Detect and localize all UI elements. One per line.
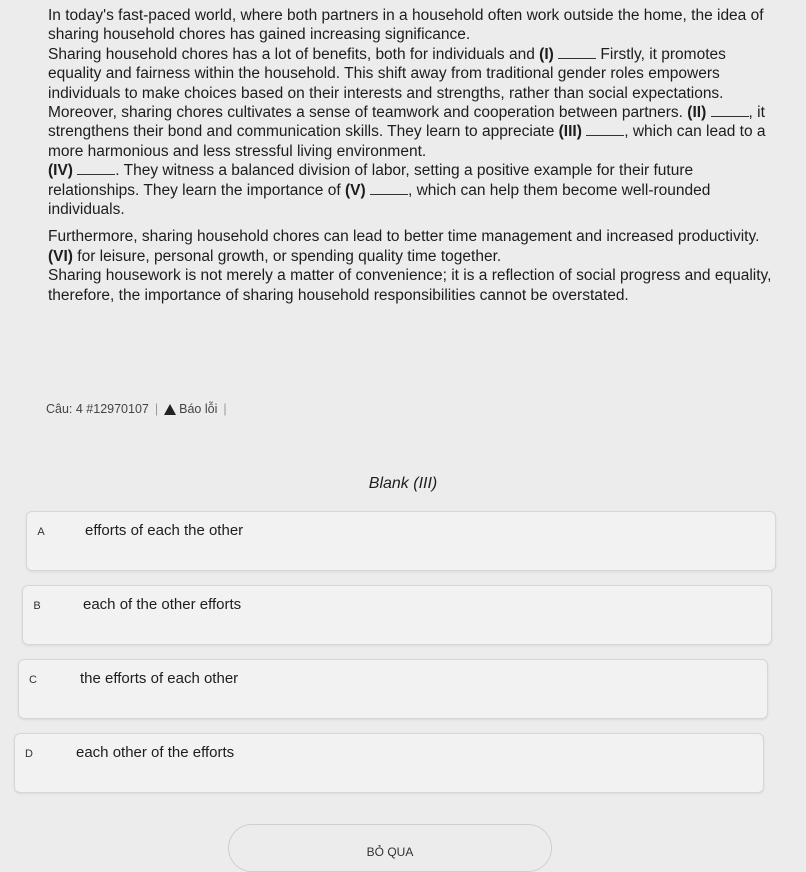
divider: |: [223, 402, 227, 416]
passage-text: Firstly, it promotes equality and fairness within the household. This shift away from traditional gender roles empowers individuals to make choices based on their interests and strengths, rather than social expectations. Moreover, sharing chores cultivates a sense of teamwork and cooperation between partners.: [48, 45, 726, 122]
blank-marker-v: (V): [344, 181, 366, 199]
option-text: each other of the efforts: [76, 744, 235, 761]
option-c[interactable]: [18, 659, 768, 719]
blank-line: [77, 162, 115, 175]
report-error-button[interactable]: [164, 402, 217, 416]
passage-text: , which can lead to a more harmonious and less stressful living environment.: [48, 123, 766, 160]
option-text: the efforts of each other: [80, 670, 239, 687]
blank-line: [558, 46, 596, 59]
question-title: Blank (III): [368, 475, 438, 492]
blank-marker-vi: (VI): [48, 247, 73, 265]
option-letter: C: [29, 674, 37, 686]
passage-text: . They witness a balanced division of labor, setting a positive example for their future relationships. They learn the importance of: [48, 162, 694, 199]
blank-line: [711, 104, 749, 117]
blank-marker-ii: (II): [687, 104, 707, 122]
passage-text: In today's fast-paced world, where both partners in a household often work outside the home, the idea of sharing household chores has gained increasing significance.: [48, 7, 764, 44]
question-meta: [46, 402, 227, 416]
passage-paragraph-1: [48, 6, 783, 161]
passage-paragraph-2: [48, 161, 783, 219]
option-d[interactable]: [14, 733, 764, 793]
passage-text: , it strengthens their bond and communication skills. They learn to appreciate: [48, 104, 765, 141]
blank-marker-i: (I): [539, 45, 554, 63]
blank-marker-iv: (IV): [48, 162, 73, 180]
blank-line: [370, 182, 408, 195]
reading-passage: [48, 6, 783, 305]
passage-text: , which can help them become well-rounded individuals.: [48, 181, 711, 219]
report-error-label: Báo lỗi: [179, 402, 218, 416]
passage-paragraph-3: [48, 227, 783, 305]
blank-marker-iii: (III): [558, 123, 582, 141]
passage-text: Sharing household chores has a lot of benefits, both for individuals and: [48, 45, 540, 63]
passage-text: for leisure, personal growth, or spending quality time together.: [72, 247, 502, 265]
passage-text: Sharing housework is not merely a matter of convenience; it is a reflection of social progress and equality, therefore, the importance of sharing household responsibilities cannot be overstated.: [48, 267, 772, 304]
passage-text: Furthermore, sharing household chores can lead to better time management and increased productivity.: [48, 228, 760, 246]
divider: |: [154, 402, 159, 416]
blank-line: [586, 123, 624, 136]
option-b[interactable]: [22, 585, 772, 645]
option-letter: B: [33, 600, 41, 612]
option-a[interactable]: [26, 511, 776, 571]
warning-icon: [164, 404, 176, 415]
skip-label: BỎ QUA: [366, 845, 414, 859]
option-letter: D: [25, 748, 33, 760]
question-id: Câu: 4 #12970107: [46, 402, 149, 416]
option-text: each of the other efforts: [83, 596, 242, 613]
option-letter: A: [37, 526, 45, 538]
option-text: efforts of each the other: [85, 522, 244, 539]
